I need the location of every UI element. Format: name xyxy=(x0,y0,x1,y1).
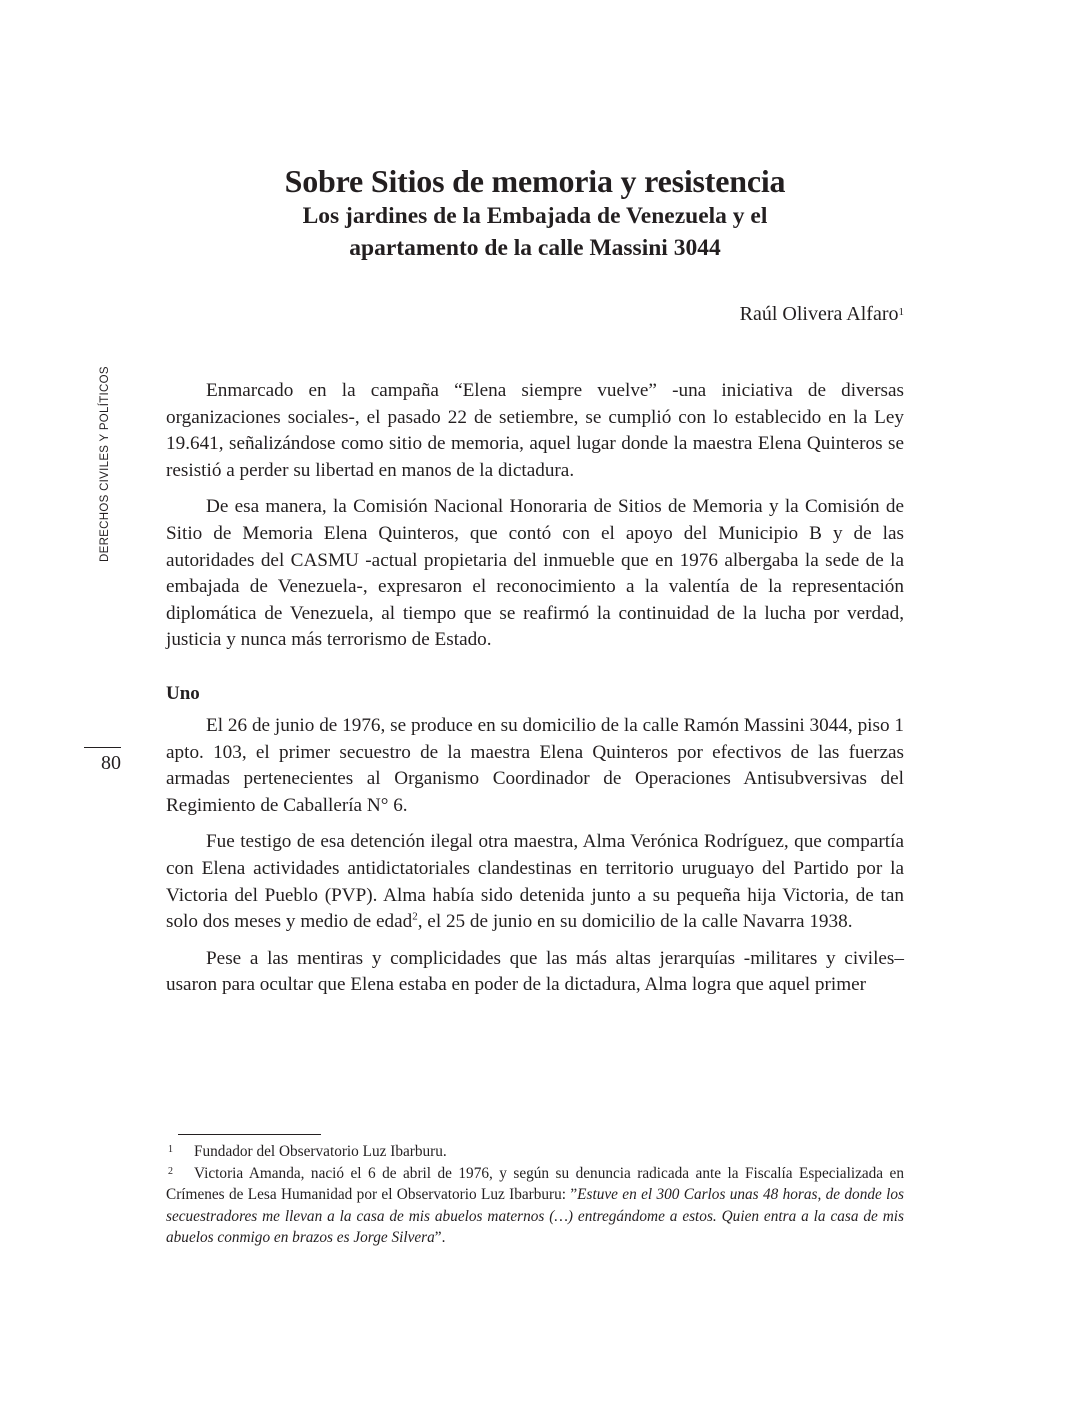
paragraph-4-text: Fue testigo de esa detención ilegal otra maestra, Alma Verónica Rodríguez, que compartía con Elena actividades antidictatoriales clandestinas en territorio uruguayo del Partido por la Victoria del Pueblo (PVP). Alma había sido detenida junto a su pequeña hija Victoria, de tan solo dos meses y medio de edad xyxy=(166,831,904,933)
article-body xyxy=(166,378,904,1009)
footnote-separator xyxy=(178,1134,321,1135)
footnote-1-text: Fundador del Observatorio Luz Ibarburu. xyxy=(194,1143,447,1160)
author-line xyxy=(500,300,904,328)
footnote-2-text: Victoria Amanda, nació el 6 de abril de 1976, y según su denuncia radicada ante la Fiscalía Especializada en Crímenes de Lesa Humanidad por el Observatorio Luz Ibarburu: ” xyxy=(166,1164,904,1204)
paragraph-5: Pese a las mentiras y complicidades que las más altas jerarquías -militares y civiles– usaron para ocultar que Elena estaba en poder de la dictadura, Alma logra que aquel primer xyxy=(166,947,904,996)
author-footnote-ref: 1 xyxy=(898,306,904,318)
footnote-2-end: ”. xyxy=(434,1229,446,1247)
section-side-label xyxy=(97,366,117,570)
footnote-2 xyxy=(166,1163,904,1249)
article-subtitle-line2: apartamento de la calle Massini 3044 xyxy=(349,235,721,261)
section-side-label-text: DERECHOS CIVILES Y POLÍTICOS xyxy=(99,366,111,562)
author-name: Raúl Olivera Alfaro xyxy=(739,303,899,325)
footnotes xyxy=(166,1141,904,1249)
title-block xyxy=(165,162,905,264)
footnote-2-quote: Estuve en el 300 Carlos unas 48 horas, de donde los secuestradores me llevan a la casa de mis abuelos maternos (…) entregándome a estos. Quien entra a la casa de mis abuelos conmigo en brazos es Jorge Silvera xyxy=(166,1186,904,1247)
paragraph-2: De esa manera, la Comisión Nacional Honoraria de Sitios de Memoria y la Comisión de Sitio de Memoria Elena Quinteros, que contó con el apoyo del Municipio B y de las autoridades del CASMU -actual propietaria del inmueble que en 1976 albergaba la sede de la embajada de Venezuela-, expresaron el reconocimiento a la valentía de la representación diplomática de Venezuela, al tiempo que se reafirmó la continuidad de la lucha por verdad, justicia y nunca más terrorismo de Estado. xyxy=(166,496,904,651)
article-subtitle-line1: Los jardines de la Embajada de Venezuela y el xyxy=(302,203,768,229)
footnote-ref-2: 2 xyxy=(412,910,418,923)
paragraph-4 xyxy=(166,829,904,935)
footnote-2-number: 2 xyxy=(168,1165,173,1177)
article-title: Sobre Sitios de memoria y resistencia xyxy=(284,163,786,199)
footnote-1-number: 1 xyxy=(168,1144,173,1155)
section-heading: Uno xyxy=(166,682,200,704)
page-number-rule xyxy=(84,747,121,748)
page-number: 80 xyxy=(101,752,121,774)
footnote-1 xyxy=(166,1141,904,1163)
paragraph-4-text-end: , el 25 de junio en su domicilio de la calle Navarra 1938. xyxy=(417,911,853,933)
paragraph-3: El 26 de junio de 1976, se produce en su domicilio de la calle Ramón Massini 3044, piso 1 apto. 103, el primer secuestro de la maestra Elena Quinteros por efectivos de las fuerzas armadas pertenecientes al Organismo Coordinador de Operaciones Antisubversivas del Regimiento de Caballería N° 6. xyxy=(166,714,904,816)
paragraph-1: Enmarcado en la campaña “Elena siempre vuelve” -una iniciativa de diversas organizaciones sociales-, el pasado 22 de setiembre, se cumplió con lo establecido en la Ley 19.641, señalizándose como sitio de memoria, aquel lugar donde la maestra Elena Quinteros se resistió a perder su libertad en manos de la dictadura. xyxy=(166,380,904,481)
